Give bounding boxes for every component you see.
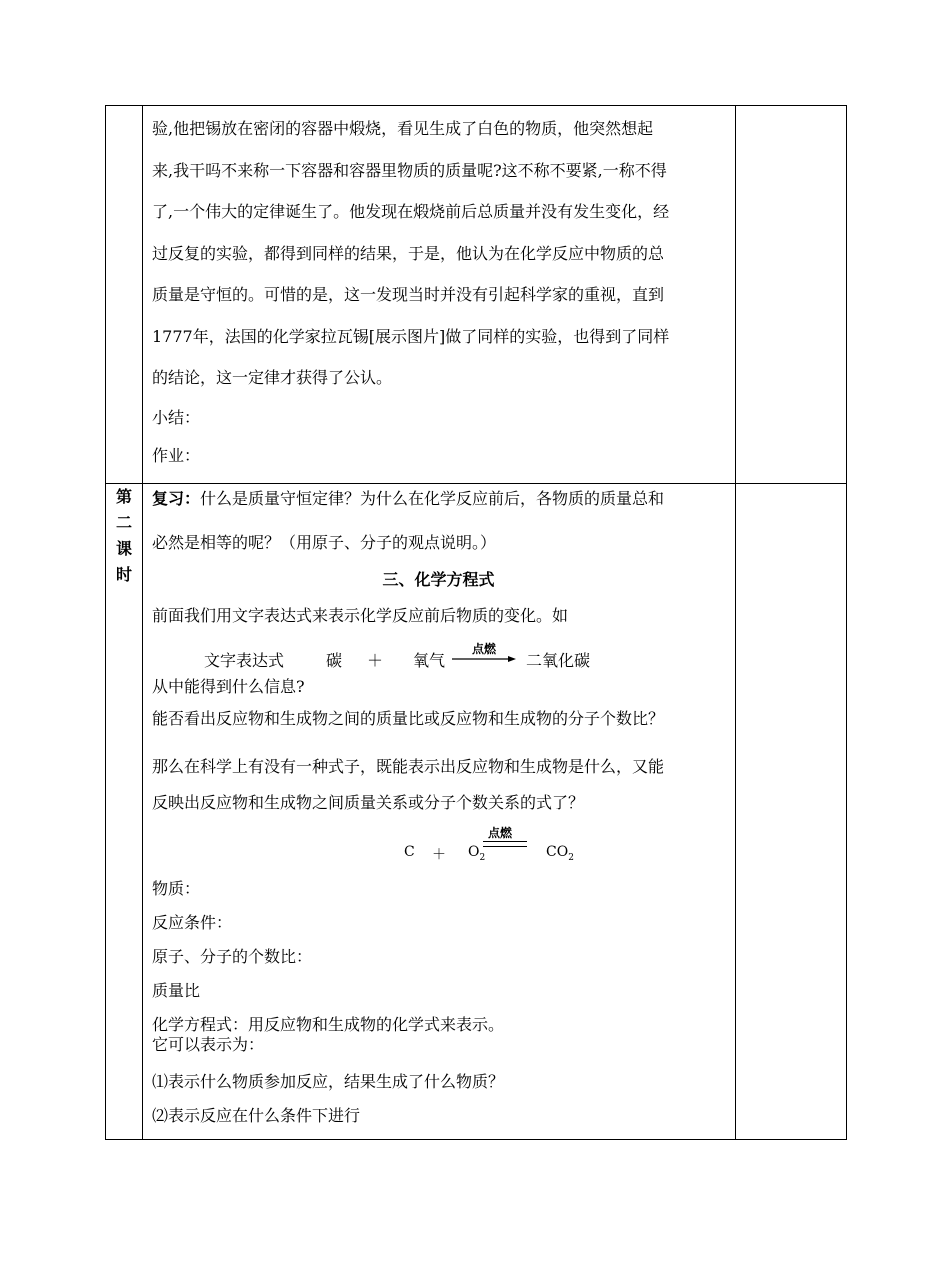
table-row xyxy=(106,483,847,1139)
table-row xyxy=(106,106,847,484)
review-label: 复习： xyxy=(152,488,201,508)
reaction-arrow xyxy=(452,640,516,670)
chem-eq-product xyxy=(546,844,574,863)
homework-label: 作业： xyxy=(152,445,201,465)
period-label-char: 时 xyxy=(115,564,132,584)
can-express-text: 它可以表示为： xyxy=(152,1034,265,1054)
period-label-char: 第 xyxy=(115,486,132,506)
notes-cell xyxy=(736,106,847,484)
review-question-cont: 必然是相等的呢？（用原子、分子的观点说明。） xyxy=(152,532,497,552)
definition-text: 化学方程式：用反应物和生成物的化学式来表示。 xyxy=(152,1014,505,1034)
question-2: 能否看出反应物和生成物之间的质量比或反应物和生成物的分子个数比？ xyxy=(152,708,665,728)
question-3-cont: 反映出反应物和生成物之间质量关系或分子个数关系的式了？ xyxy=(152,792,585,812)
word-eq-product: 二氧化碳 xyxy=(526,650,591,670)
review-text: 什么是质量守恒定律？为什么在化学反应前后，各物质的质量总和 xyxy=(200,488,665,508)
word-equation xyxy=(152,640,725,674)
chem-eq-product-sub: 2 xyxy=(568,852,574,863)
chem-eq-condition: 点燃 xyxy=(488,825,513,840)
word-eq-reactant1: 碳 xyxy=(326,650,343,670)
arrow-icon xyxy=(452,654,516,664)
content-cell xyxy=(143,106,736,484)
intro-text: 前面我们用文字表达式来表示化学反应前后物质的变化。如 xyxy=(152,605,569,625)
lesson-plan-table xyxy=(105,105,847,1140)
chemical-equation xyxy=(152,824,725,868)
question-1: 从中能得到什么信息? xyxy=(152,676,305,696)
paragraph-line: 质量是守恒的。可惜的是，这一发现当时并没有引起科学家的重视，直到 xyxy=(152,285,665,304)
item-ratio: 原子、分子的个数比： xyxy=(152,946,313,966)
paragraph-line: 了,一个伟大的定律诞生了。他发现在煅烧前后总质量并没有发生变化，经 xyxy=(152,202,670,221)
content-cell xyxy=(143,483,736,1139)
section-heading: 三、化学方程式 xyxy=(382,569,495,589)
item-condition: 反应条件： xyxy=(152,912,233,932)
paragraph-line: 过反复的实验，都得到同样的结果，于是，他认为在化学反应中物质的总 xyxy=(152,243,665,263)
review-question xyxy=(152,486,725,512)
summary-label: 小结： xyxy=(152,407,201,427)
paragraph-line: 1777年，法国的化学家拉瓦锡[展示图片]做了同样的实验，也得到了同样 xyxy=(152,326,670,346)
chem-eq-plus: ＋ xyxy=(432,846,446,863)
history-paragraph xyxy=(152,108,725,399)
notes-cell xyxy=(736,483,847,1139)
word-eq-label: 文字表达式 xyxy=(204,650,285,670)
period-label-cell xyxy=(106,483,143,1139)
question-3: 那么在科学上有没有一种式子，既能表示出反应物和生成物是什么，又能 xyxy=(152,756,665,776)
item-substance: 物质： xyxy=(152,878,201,898)
chem-eq-product-symbol: CO xyxy=(546,843,569,860)
word-eq-reactant2: 氧气 xyxy=(413,650,446,670)
word-eq-plus: ＋ xyxy=(367,650,384,670)
point-1: ⑴表示什么物质参加反应，结果生成了什么物质？ xyxy=(152,1071,505,1091)
period-label-char: 二 xyxy=(115,512,132,532)
equals-sign-icon xyxy=(483,841,527,847)
chem-eq-reactant1: C xyxy=(404,843,415,860)
period-label-char: 课 xyxy=(115,538,132,558)
chem-eq-reactant2-symbol: O xyxy=(468,843,480,860)
period-label-cell xyxy=(106,106,143,484)
paragraph-line: 来,我干吗不来称一下容器和容器里物质的质量呢?这不称不要紧,一称不得 xyxy=(152,160,667,180)
reaction-condition: 点燃 xyxy=(471,641,496,656)
paragraph-line: 的结论，这一定律才获得了公认。 xyxy=(152,368,393,387)
point-2: ⑵表示反应在什么条件下进行 xyxy=(152,1105,361,1125)
paragraph-line: 验,他把锡放在密闭的容器中煅烧，看见生成了白色的物质，他突然想起 xyxy=(152,119,654,138)
item-mass-ratio: 质量比 xyxy=(152,980,201,1000)
chem-eq-reactant2-sub: 2 xyxy=(479,852,486,863)
